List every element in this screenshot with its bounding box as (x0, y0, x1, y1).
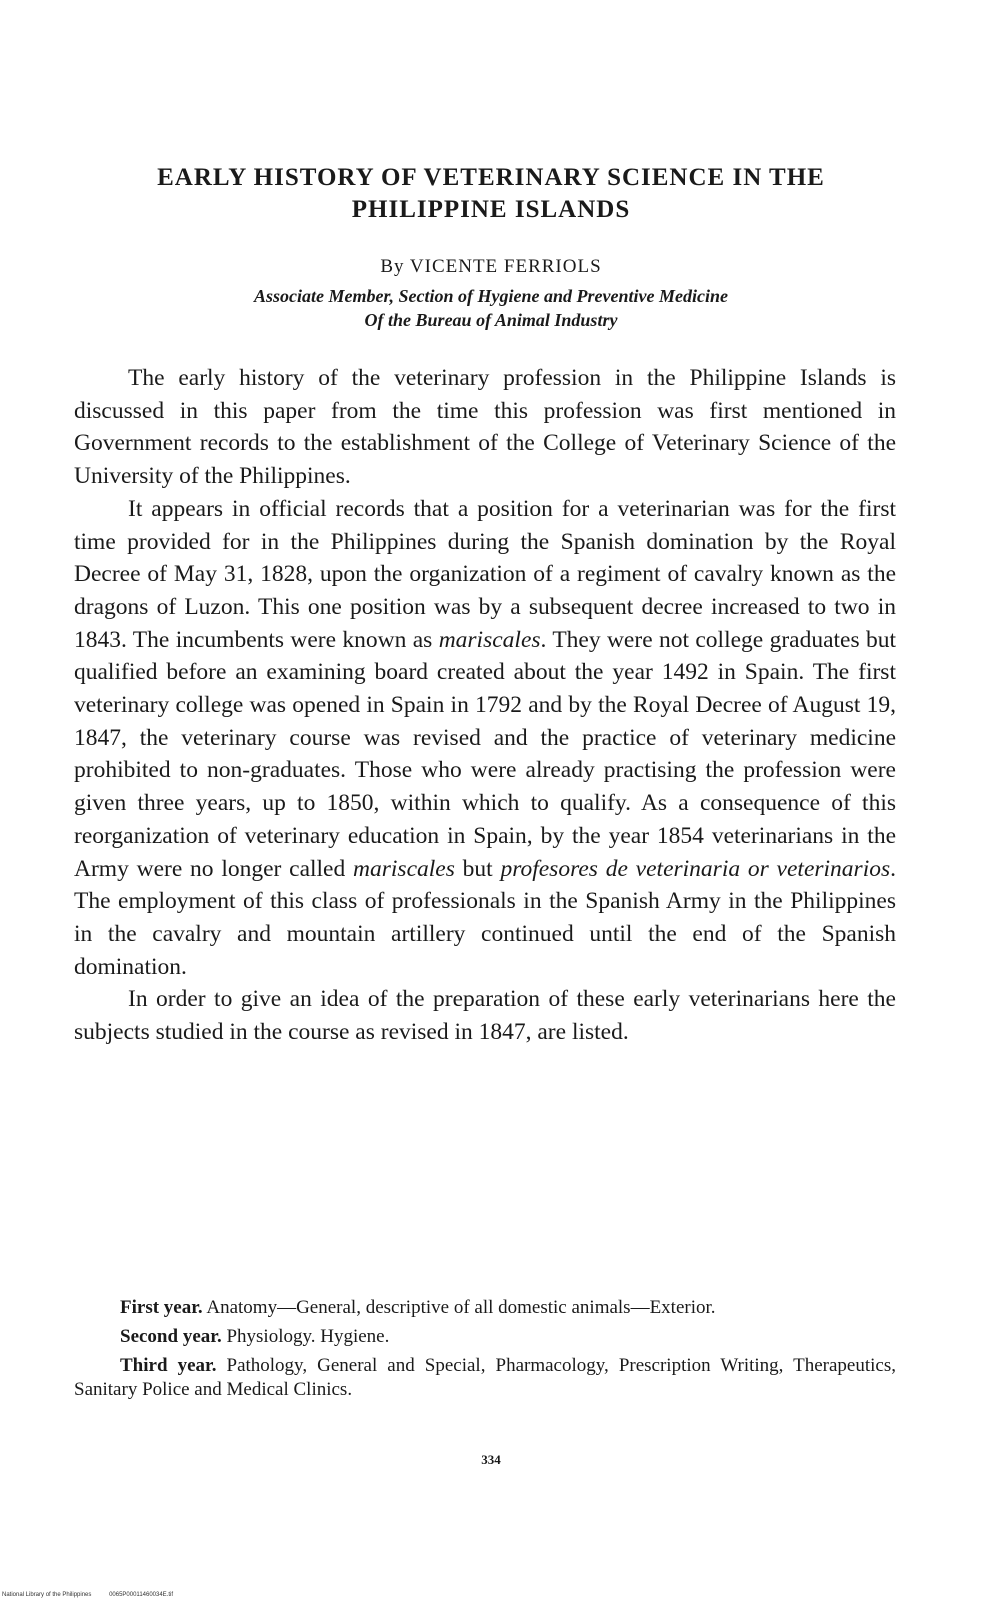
subject-text: Anatomy—General, descriptive of all domestic animals—Exterior. (202, 1297, 716, 1318)
year-label: First year. (120, 1297, 203, 1318)
article-body (74, 362, 896, 1049)
paragraph-2 (74, 493, 896, 984)
paragraph-2-text-b: . They were not college graduates but qualified before an examining board created about the year 1492 in Spain. The first veterinary college was opened in Spain in 1792 and by the Royal Decree of August 19, 1847, the veterinary course was revised and the practice of veterinary medicine prohibited to non-graduates. Those who were already practising the profession were given three years, up to 1850, within which to qualify. As a consequence of this reorganization of veterinary education in Spain, by the year 1854 veterinarians in the Army were no longer called (74, 626, 896, 882)
term-profesores: profesores de veterinaria or veterinarios (500, 855, 891, 882)
paragraph-2-text-d: . The employment of this class of professionals in the Spanish Army in the Philippines in the cavalry and mountain artillery continued until the end of the Spanish domination. (74, 855, 896, 980)
subject-text: Pathology, General and Special, Pharmacology, Prescription Writing, Therapeutics, Sanitary Police and Medical Clinics. (74, 1355, 897, 1400)
title-line-2: PHILIPPINE ISLANDS (351, 196, 631, 223)
subject-second-year (74, 1325, 896, 1349)
article-title (60, 162, 922, 226)
footer-file: 0065P00011460034E.tif (109, 1592, 174, 1598)
year-label: Third year. (120, 1355, 217, 1376)
paragraph-2-text-c: but (454, 855, 501, 882)
page-number: 334 (481, 1452, 501, 1467)
author-affiliation-1: Associate Member, Section of Hygiene and Preventive Medicine (254, 286, 728, 306)
author-affiliation-2: Of the Bureau of Animal Industry (364, 310, 618, 330)
subject-third-year (74, 1354, 896, 1402)
paragraph-1: The early history of the veterinary profession in the Philippine Islands is discussed in this paper from the time this profession was first mentioned in Government records to the establishment of the College of Veterinary Science of the University of the Philippines. (74, 365, 896, 490)
footer-source: National Library of the Philippines (2, 1592, 92, 1598)
title-line-1: EARLY HISTORY OF VETERINARY SCIENCE IN THE (157, 164, 825, 191)
scan-footer (2, 1592, 189, 1598)
term-mariscales-2: mariscales (353, 855, 455, 882)
year-label: Second year. (120, 1326, 222, 1347)
paragraph-2-text-a: It appears in official records that a position for a veterinarian was for the first time provided for in the Philippines during the Spanish domination by the Royal Decree of May 31, 1828, upon the organization of a regiment of cavalry known as the dragons of Luzon. This one position was by a subsequent decree increased to two in 1843. The incumbents were known as (74, 495, 896, 653)
byline: By VICENTE FERRIOLS (380, 256, 602, 277)
subject-first-year (74, 1296, 896, 1320)
paragraph-3: In order to give an idea of the preparation of these early veterinarians here the subjects studied in the course as revised in 1847, are listed. (74, 986, 896, 1046)
subjects-list (74, 1296, 896, 1407)
subject-text: Physiology. Hygiene. (221, 1326, 390, 1347)
term-mariscales: mariscales (438, 626, 541, 653)
